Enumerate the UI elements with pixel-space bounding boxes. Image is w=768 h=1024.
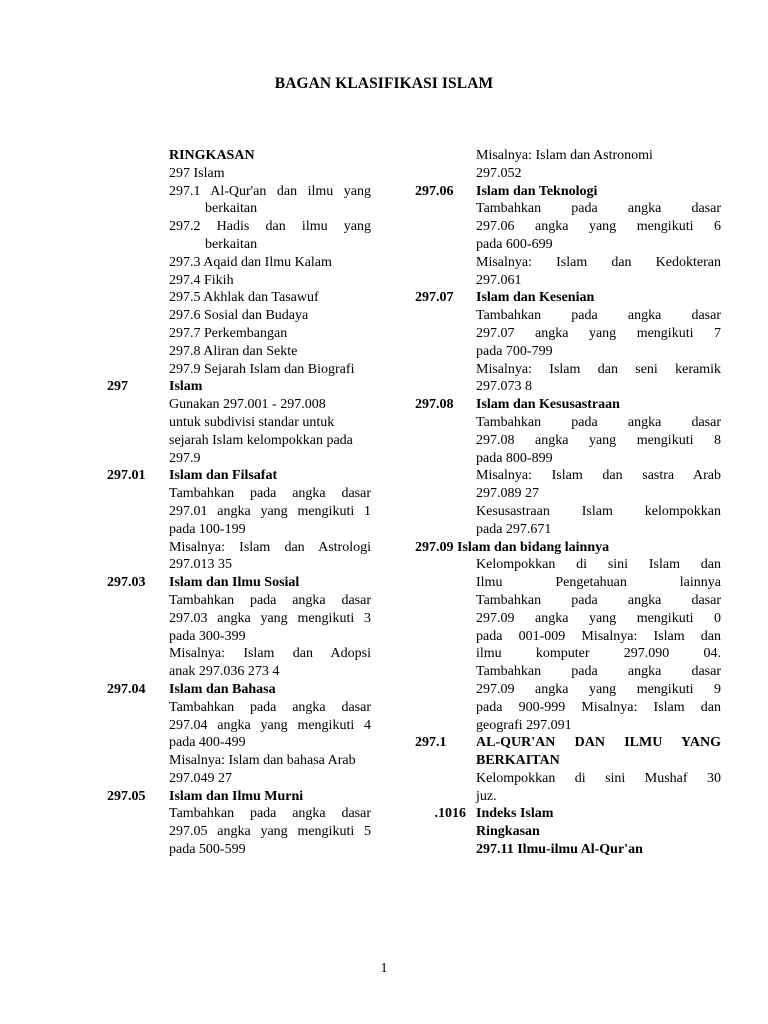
class-number: 297.03 [107,575,146,591]
entry-text: Tambahkan pada angka dasar [169,806,371,822]
text-line [107,556,371,574]
entry-text: pada 400-499 [169,735,246,751]
entry-text: 297.8 Aliran dan Sekte [169,343,298,359]
text-line [107,450,371,468]
text-line [415,592,721,610]
entry-text: Tambahkan pada angka dasar [169,592,371,608]
text-line [107,823,371,841]
entry-heading: AL-QUR'AN DAN ILMU YANG [476,735,721,751]
text-line [415,556,721,574]
entry-text: juz. [476,788,497,804]
text-line [415,841,721,859]
text-line [415,717,721,735]
text-line [415,147,721,165]
text-line [415,200,721,218]
entry-text: 297.052 [476,165,522,181]
class-number: 297.08 [415,397,454,413]
text-line [107,396,371,414]
entry-text: berkaitan [205,201,258,217]
entry-heading: Islam [169,379,203,395]
entry-text: 297.04 angka yang mengikuti 4 [169,717,371,733]
text-line [107,147,371,165]
text-line [107,592,371,610]
text-line [107,752,371,770]
text-line [107,610,371,628]
text-line [415,645,721,663]
text-line [415,663,721,681]
text-line [415,734,721,752]
text-line [415,699,721,717]
entry-text: sejarah Islam kelompokkan pada [169,432,353,448]
text-line [107,165,371,183]
entry-text: Tambahkan pada angka dasar [476,592,721,608]
class-number: 297 [107,379,128,395]
text-line [415,218,721,236]
entry-text: ilmu komputer 297.090 04. [476,646,721,662]
text-line [107,521,371,539]
text-line [415,396,721,414]
entry-text: 297.01 angka yang mengikuti 1 [169,503,371,519]
entry-heading: Islam dan Ilmu Sosial [169,575,300,591]
text-line [107,574,371,592]
text-line [107,218,371,236]
entry-text: anak 297.036 273 4 [169,664,280,680]
text-line [415,770,721,788]
entry-text: pada 800-899 [476,450,553,466]
entry-text: 297.7 Perkembangan [169,325,288,341]
text-line [415,325,721,343]
entry-text: Misalnya: Islam dan Astrologi [169,539,371,555]
text-line [107,289,371,307]
text-line [415,414,721,432]
text-line [107,183,371,201]
entry-text: untuk subdivisi standar untuk [169,414,335,430]
text-line [415,378,721,396]
text-line [415,752,721,770]
text-line [415,503,721,521]
entry-text: pada 300-399 [169,628,246,644]
text-line [415,788,721,806]
page-number: 1 [380,961,388,976]
text-line [415,805,721,823]
text-line [107,467,371,485]
entry-text: BERKAITAN [476,753,560,769]
entry-text: 297.089 27 [476,486,539,502]
text-line [415,574,721,592]
entry-text: Misalnya: Islam dan Astronomi [476,148,653,163]
entry-text: Kesusastraan Islam kelompokkan [476,503,721,519]
entry-text: 297.1 Al-Qur'an dan ilmu yang [169,183,371,199]
entry-text: 297.9 [169,450,201,466]
class-number: 297.05 [107,788,146,804]
class-number: 297.06 [415,183,454,199]
entry-text: pada 600-699 [476,236,553,252]
entry-text: pada 001-009 Misalnya: Islam dan [476,628,721,644]
entry-heading: Islam dan Kesusastraan [476,397,620,413]
entry-text: 297.08 angka yang mengikuti 8 [476,432,721,448]
text-line [415,254,721,272]
entry-text: Kelompokkan di sini Islam dan [476,557,721,573]
entry-text: Misalnya: Islam dan Kedokteran [476,254,721,270]
text-line [107,307,371,325]
text-line [415,628,721,646]
class-number: 297.04 [107,681,146,697]
entry-text: 297.4 Fikih [169,272,234,288]
text-line [415,823,721,841]
text-line [107,485,371,503]
entry-text: RINGKASAN [169,148,255,163]
entry-text: 297.03 angka yang mengikuti 3 [169,610,371,626]
entry-text: 297.073 8 [476,379,532,395]
text-line [415,681,721,699]
text-line [107,805,371,823]
entry-text: 297.05 angka yang mengikuti 5 [169,824,371,840]
text-line [107,663,371,681]
text-line [107,236,371,254]
entry-text: Misalnya: Islam dan bahasa Arab [169,753,356,769]
text-line [415,343,721,361]
text-line [107,325,371,343]
entry-text: Tambahkan pada angka dasar [476,201,721,217]
entry-text: Misalnya: Islam dan Adopsi [169,646,371,662]
text-line [415,183,721,201]
entry-text: 297.9 Sejarah Islam dan Biografi [169,361,355,377]
entry-text: pada 297.671 [476,521,552,537]
entry-heading: Islam dan Bahasa [169,681,276,697]
text-line [107,841,371,859]
class-number: 297.1 [415,735,447,751]
entry-text: 297.09 Islam dan bidang lainnya [415,539,610,555]
text-line [107,770,371,788]
text-line [415,450,721,468]
text-line [107,432,371,450]
entry-text: Tambahkan pada angka dasar [169,699,371,715]
document-title: BAGAN KLASIFIKASI ISLAM [274,75,494,92]
entry-text: 297.049 27 [169,770,232,786]
text-line [107,645,371,663]
entry-text: Tambahkan pada angka dasar [476,414,721,430]
text-line [107,734,371,752]
entry-heading: Indeks Islam [476,806,554,822]
text-line [107,699,371,717]
text-line [415,289,721,307]
entry-text: Tambahkan pada angka dasar [476,664,721,680]
text-line [107,503,371,521]
entry-heading: Islam dan Kesenian [476,290,595,306]
text-line [415,467,721,485]
text-line [107,788,371,806]
entry-heading: Islam dan Filsafat [169,468,278,484]
entry-text: berkaitan [205,236,258,252]
entry-text: 297.09 angka yang mengikuti 0 [476,610,721,626]
text-line [415,272,721,290]
entry-text: Tambahkan pada angka dasar [476,308,721,324]
entry-text: pada 100-199 [169,521,246,537]
entry-text: 297.2 Hadis dan ilmu yang [169,219,371,235]
text-line [107,681,371,699]
text-line [107,272,371,290]
text-line [415,539,721,557]
text-line [415,485,721,503]
text-line [415,610,721,628]
entry-heading: Islam dan Ilmu Murni [169,788,304,804]
class-number: 297.07 [415,290,454,306]
text-line [107,378,371,396]
entry-text: 297.09 angka yang mengikuti 9 [476,681,721,697]
entry-text: geografi 297.091 [476,717,572,733]
text-line [415,236,721,254]
text-line [107,717,371,735]
entry-text: Ilmu Pengetahuan lainnya [476,575,721,591]
entry-text: 297.3 Aqaid dan Ilmu Kalam [169,254,332,270]
entry-text: Tambahkan pada angka dasar [169,486,371,502]
text-line [107,361,371,379]
text-line [107,539,371,557]
text-line [107,200,371,218]
class-number: .1016 [434,806,466,822]
entry-text: 297.07 angka yang mengikuti 7 [476,325,721,341]
entry-text: 297.5 Akhlak dan Tasawuf [169,290,319,306]
text-line [107,343,371,361]
entry-text: Ringkasan [476,824,540,840]
text-line [107,414,371,432]
right-column [415,147,721,859]
entry-text: 297.013 35 [169,557,232,573]
entry-text: 297.6 Sosial dan Budaya [169,308,309,324]
text-line [415,521,721,539]
entry-text: Kelompokkan di sini Mushaf 30 [476,770,721,786]
text-line [107,628,371,646]
entry-heading: Islam dan Teknologi [476,183,598,199]
text-line [415,432,721,450]
entry-text: Gunakan 297.001 - 297.008 [169,397,326,413]
text-line [415,307,721,325]
entry-text: 297.06 angka yang mengikuti 6 [476,219,721,235]
entry-text: Misalnya: Islam dan seni keramik [476,361,721,377]
text-line [415,361,721,379]
class-number: 297.01 [107,468,146,484]
entry-text: pada 700-799 [476,343,553,359]
entry-text: pada 900-999 Misalnya: Islam dan [476,699,721,715]
left-column [107,147,371,859]
entry-text: 297.11 Ilmu-ilmu Al-Qur'an [476,842,643,858]
text-line [415,165,721,183]
entry-text: Misalnya: Islam dan sastra Arab [476,468,721,484]
text-line [107,254,371,272]
entry-text: 297 Islam [169,165,225,181]
entry-text: pada 500-599 [169,842,246,858]
entry-text: 297.061 [476,272,522,288]
